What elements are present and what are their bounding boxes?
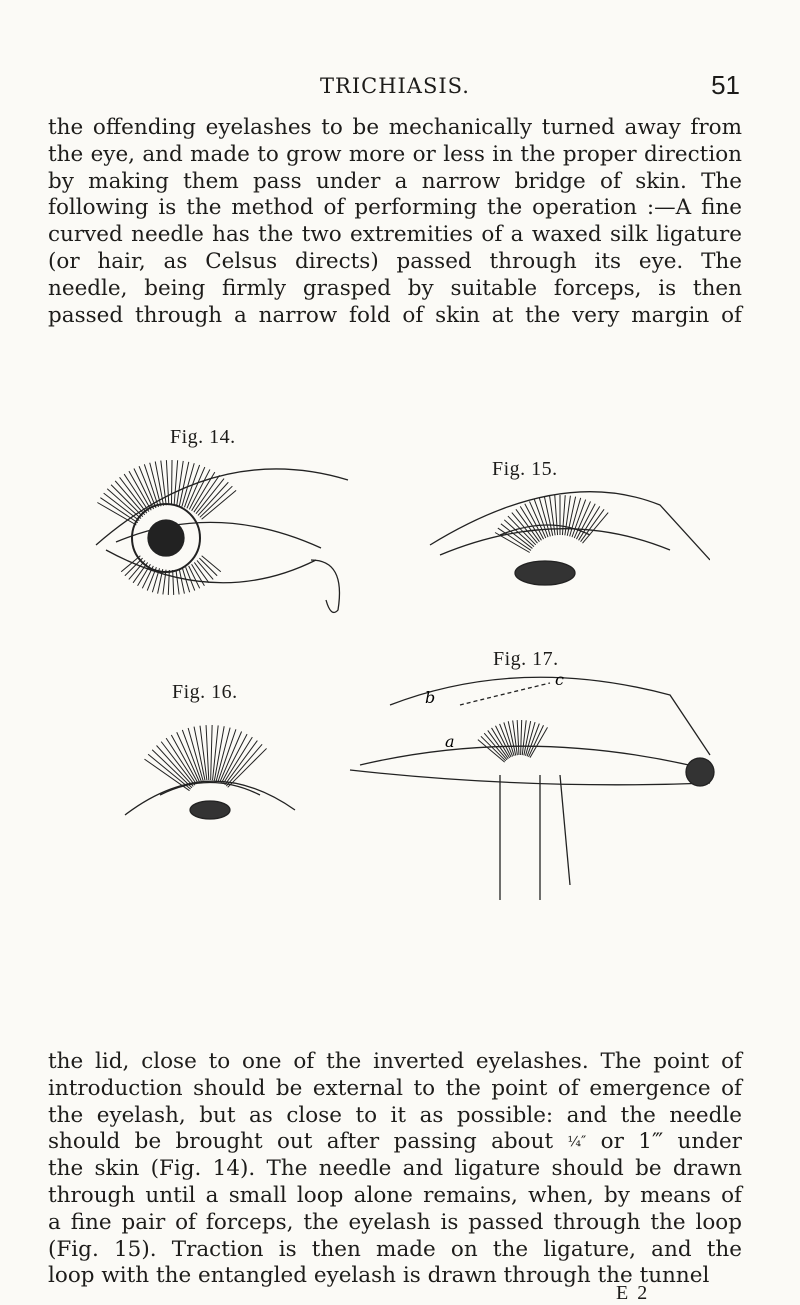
eyelash-stroke [213, 725, 219, 780]
eyelash-stroke [168, 570, 169, 595]
eyelash-stroke [206, 725, 209, 780]
text-line: by making them pass under a narrow bridge of skin. The [48, 168, 742, 194]
eyelash-stroke [176, 570, 179, 595]
figure-16-eyelid-illustration [120, 710, 300, 830]
eyelash-stroke [522, 720, 526, 755]
paragraph-bottom [48, 1049, 742, 1290]
text-line: the eyelash, but as close to it as possible: and the needle [48, 1102, 742, 1128]
eyelash-stroke [529, 501, 545, 538]
eyelash-stroke [216, 728, 230, 781]
text-fragment: should be brought out after passing about [48, 1129, 554, 1155]
running-title: TRICHIASIS. [320, 74, 470, 98]
figure-14-eye-illustration [76, 450, 356, 615]
signature-mark: E 2 [616, 1282, 650, 1304]
eyelash-stroke [202, 490, 236, 519]
eyelash-stroke [211, 725, 212, 780]
eyelash-stroke [517, 720, 519, 755]
eyelash-stroke [171, 460, 172, 505]
text-line: the offending eyelashes to be mechanically turned away from [48, 115, 742, 140]
figure-17-caption: Fig. 17. [493, 648, 559, 670]
eyelash-stroke [182, 730, 201, 782]
eyelash-stroke [574, 501, 590, 538]
text-line: a fine pair of forceps, the eyelash is passed through the loop [48, 1209, 742, 1235]
figure-17-label-b: b [425, 688, 436, 707]
figure-15-caption: Fig. 15. [492, 458, 558, 480]
figure-15-eyelid-illustration [410, 485, 710, 600]
text-line: following is the method of performing the operation :—A fine [48, 195, 742, 221]
eyelash-stroke [222, 734, 247, 783]
figure-14-caption: Fig. 14. [170, 426, 236, 448]
figure-17-section-illustration [330, 665, 750, 905]
eyelash-stroke [521, 720, 522, 755]
eyelash-stroke [166, 460, 168, 505]
measure-fraction: ¼″ [567, 1134, 587, 1151]
measure-value: 1‴ [638, 1129, 664, 1155]
text-line: introduction should be external to the point of emergence of [48, 1075, 742, 1101]
text-line: loop with the entangled eyelash is drawn through the tunnel [48, 1263, 710, 1289]
text-line: needle, being firmly grasped by suitable forceps, is then [48, 275, 742, 301]
text-line: (or hair, as Celsus directs) passed through its eye. The [48, 248, 742, 274]
eyelash-stroke [220, 732, 242, 783]
eyelash-stroke [174, 460, 178, 505]
text-line: the skin (Fig. 14). The needle and ligature should be drawn [48, 1156, 742, 1182]
text-line: curved needle has the two extremities of a waxed silk ligature [48, 222, 742, 248]
eyelash-stroke [529, 725, 544, 757]
eyelash-stroke [171, 735, 198, 783]
text-line-with-measure [48, 1129, 742, 1156]
figure-16-caption: Fig. 16. [172, 681, 238, 703]
text-line: passed through a narrow fold of skin at the very margin of [48, 302, 742, 328]
eyelash-stroke [177, 461, 183, 506]
figure-17-label-a: a [445, 732, 455, 751]
paragraph-top [48, 115, 742, 329]
page-number: 51 [711, 70, 740, 100]
text-fragment: under [677, 1129, 742, 1155]
eyelash-stroke [200, 486, 232, 517]
running-head [50, 70, 740, 104]
figure-17-label-c: c [555, 670, 564, 689]
text-line: the lid, close to one of the inverted eyelashes. The point of [48, 1049, 742, 1074]
eyelash-stroke [173, 570, 174, 595]
text-fragment: or [600, 1129, 624, 1155]
text-line: (Fig. 15). Traction is then made on the ligature, and the [48, 1236, 742, 1262]
text-line: the eye, and made to grow more or less in the proper direction [48, 141, 742, 167]
eyelash-stroke [111, 485, 143, 517]
text-line: through until a small loop alone remains, when, by means of [48, 1182, 742, 1208]
eyelash-stroke [214, 726, 224, 780]
eyelash-stroke [187, 467, 205, 508]
